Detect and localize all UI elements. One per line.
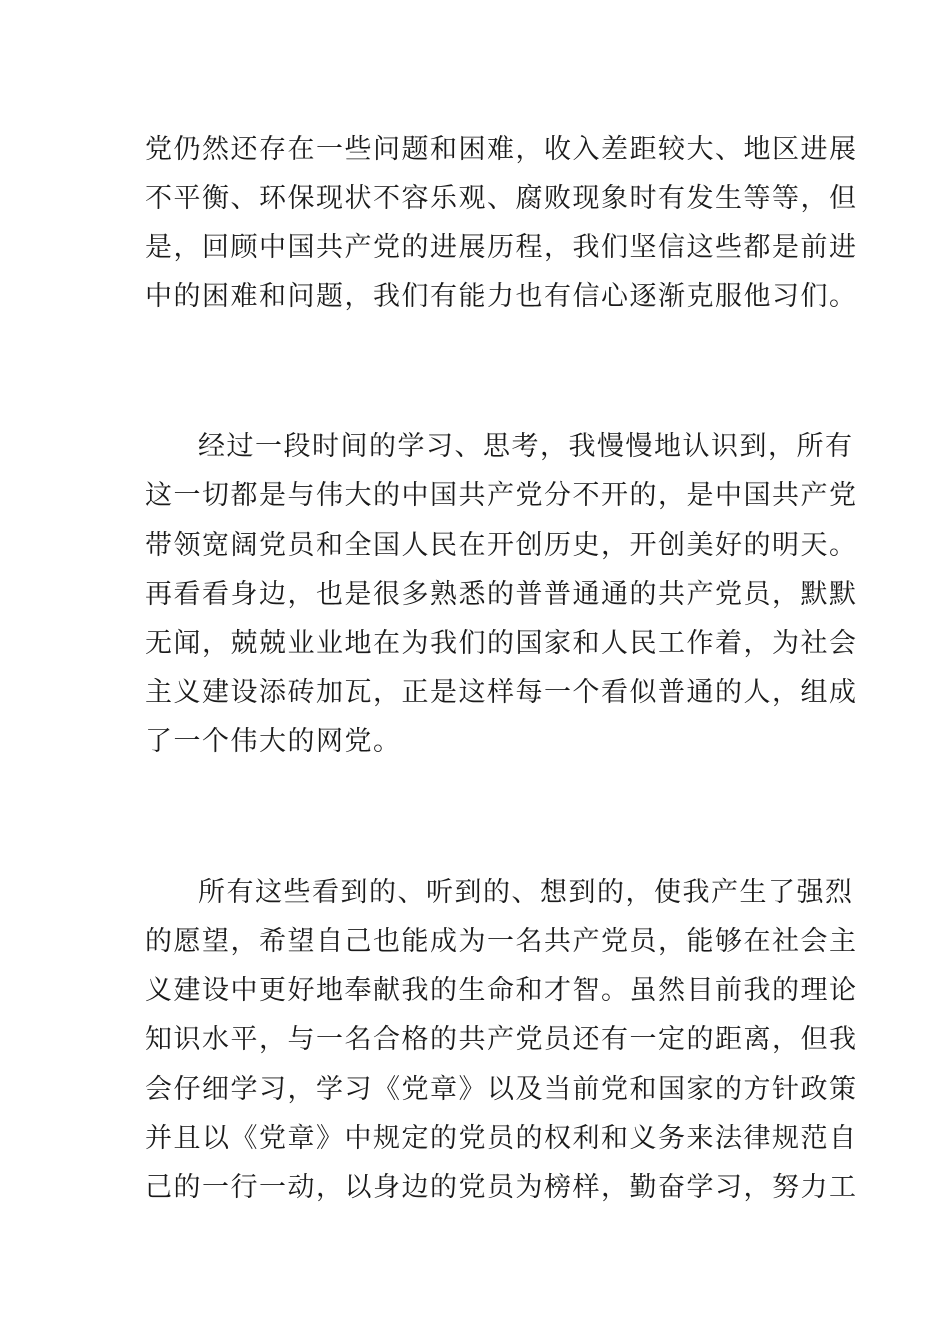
- text-line: 中的困难和问题，我们有能力也有信心逐渐克服他习们。: [145, 281, 858, 312]
- text-line: 己的一行一动，以身边的党员为榜样，勤奋学习，努力工: [145, 1172, 858, 1203]
- text-line: 义建设中更好地奉献我的生命和才智。虽然目前我的理论: [145, 975, 858, 1006]
- text-line: 不平衡、环保现状不容乐观、腐败现象时有发生等等，但: [145, 183, 858, 214]
- text-line: 经过一段时间的学习、思考，我慢慢地认识到，所有: [198, 431, 854, 462]
- text-line: 主义建设添砖加瓦，正是这样每一个看似普通的人，组成: [145, 677, 858, 708]
- text-line: 无闻，兢兢业业地在为我们的国家和人民工作着，为社会: [145, 628, 858, 659]
- text-line: 了一个伟大的网党。: [145, 726, 402, 757]
- text-line: 带领宽阔党员和全国人民在开创历史，开创美好的明天。: [145, 530, 858, 561]
- text-line: 党仍然还存在一些问题和困难，收入差距较大、地区进展: [145, 134, 858, 165]
- text-line: 再看看身边，也是很多熟悉的普普通通的共产党员，默默: [145, 579, 858, 610]
- text-line: 所有这些看到的、听到的、想到的，使我产生了强烈: [198, 877, 854, 908]
- text-line: 知识水平，与一名合格的共产党员还有一定的距离，但我: [145, 1024, 858, 1055]
- text-line: 的愿望，希望自己也能成为一名共产党员，能够在社会主: [145, 926, 858, 957]
- text-line: 并且以《党章》中规定的党员的权利和义务来法律规范自: [145, 1123, 858, 1154]
- text-line: 这一切都是与伟大的中国共产党分不开的，是中国共产党: [145, 480, 858, 511]
- text-line: 是，回顾中国共产党的进展历程，我们坚信这些都是前进: [145, 232, 858, 263]
- text-line: 会仔细学习，学习《党章》以及当前党和国家的方针政策: [145, 1074, 858, 1105]
